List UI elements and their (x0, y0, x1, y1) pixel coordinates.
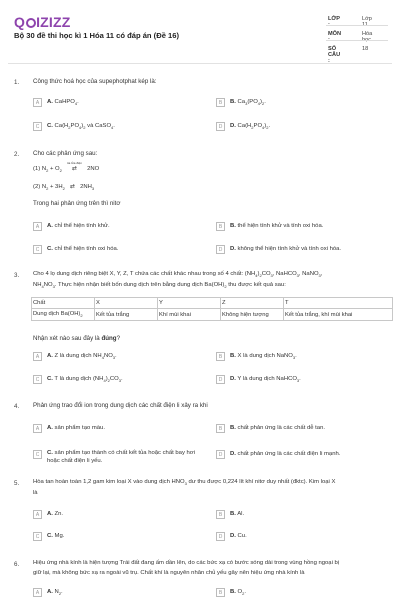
quizizz-logo: Q IZIZZ (14, 14, 71, 30)
equation-2: (2) $N_2 + 3H_2$ ⇄ $2NH_3$ (33, 184, 95, 192)
page-title: Bộ 30 đề thi học kì 1 Hóa 11 có đáp án (Đề 16) (14, 31, 180, 40)
question-prompt: Trong hai phản ứng trên thì nitơ (33, 200, 121, 207)
option-b[interactable]: B B. X là dung dịch NaNO$_3$. (216, 352, 376, 362)
equation-1: (1) $N_2 + O_2$ tia lửa điện ⇄ 2NO (33, 161, 100, 174)
option-b[interactable]: B B. Al. (216, 510, 376, 520)
table-header-row: Chất X Y Z T (32, 298, 393, 309)
question-number: 4. (14, 403, 20, 410)
option-c[interactable]: C C. T là dung dịch $(NH_4)_2CO_3$. (33, 375, 193, 385)
question-prompt: Nhận xét nào sau đây là đúng? (33, 335, 121, 342)
option-a[interactable]: A A. CaHPO$_4$. (33, 98, 193, 108)
option-d[interactable]: D D. Cu. (216, 532, 376, 542)
option-a[interactable]: A A. Z là dung dịch $NH_4NO_3$. (33, 352, 193, 362)
question-text: Công thức hoá học của supephotphat kép là: (33, 78, 157, 85)
question-number: 5. (14, 480, 20, 487)
meta-divider (326, 25, 388, 26)
option-b[interactable]: B B. chất phản ứng là các chất dễ tan. (216, 424, 376, 434)
option-a[interactable]: A A. chỉ thể hiện tính khử. (33, 222, 193, 232)
question-text: Cho các phản ứng sau: (33, 150, 98, 157)
question-number: 6. (14, 561, 20, 568)
option-c[interactable]: C C. sản phẩm tạo thành có chất kết tủa hoặc chất bay hơi hoặc chất điện li yếu. (33, 450, 193, 460)
option-c[interactable]: C C. $Ca(H_2PO_4)_2$ và CaSO$_4$. (33, 122, 193, 132)
option-d[interactable]: D D. không thể hiện tính khử và tính oxi hóa. (216, 245, 391, 255)
option-b[interactable]: B B. $Ca_3(PO_4)_2$. (216, 98, 376, 108)
option-b[interactable]: B B. thể hiện tính khử và tính oxi hóa. (216, 222, 386, 232)
table-row: Dung dịch $Ba(OH)_2$ Kết tủa trắng Khí mùi khai Không hiện tượng Kết tủa trắng, khí mùi khai (32, 309, 393, 321)
meta-divider (326, 40, 388, 41)
option-b[interactable]: B B. $O_2$. (216, 588, 376, 598)
question-text: Cho 4 lọ dung dịch riêng biệt X, Y, Z, T chứa các chất khác nhau trong số 4 chất: $(NH_4)_2CO_3$, NaHCO$_3$, NaNO$_3$, $NH_4NO_3$. Thực hiện nhận biết bốn dung dịch trên bằng dung dịch $Ba(OH)_2$ thu được kết quả sau: (33, 271, 323, 289)
option-a[interactable]: A A. $N_2$. (33, 588, 193, 598)
option-c[interactable]: C C. Mg. (33, 532, 193, 542)
question-number: 2. (14, 151, 20, 158)
question-text: Phản ứng trao đổi ion trong dung dịch các chất điện li xảy ra khi (33, 402, 208, 409)
option-a[interactable]: A A. sản phẩm tạo màu. (33, 424, 193, 434)
question-number: 1. (14, 79, 20, 86)
option-d[interactable]: D D. Y là dung dịch NaHCO$_3$. (216, 375, 376, 385)
option-c[interactable]: C C. chỉ thể hiện tính oxi hóa. (33, 245, 193, 255)
option-a[interactable]: A A. Zn. (33, 510, 193, 520)
question-number: 3. (14, 272, 20, 279)
option-d[interactable]: D D. chất phản ứng là các chất điện li mạnh. (216, 450, 391, 460)
header-divider (8, 63, 392, 64)
question-text: Hòa tan hoàn toàn 1,2 gam kim loại X vào dung dịch $HNO_3$ dư thu được 0,224 lít khí nitơ duy nhất (đktc). Kim loại X là (33, 479, 336, 496)
option-d[interactable]: D D. $Ca(H_2PO_4)_2$. (216, 122, 376, 132)
results-table (31, 297, 393, 321)
question-text: Hiệu ứng nhà kính là hiện tượng Trái đất đang ấm dần lên, do các bức xạ có bước sóng dài trong vùng hồng ngoại bị giữ lại, mà không bức xạ ra ngoài vũ trụ. Chất khí là nguyên nhân chủ yếu gây nên hiệu ứng nhà kính là (33, 560, 340, 576)
